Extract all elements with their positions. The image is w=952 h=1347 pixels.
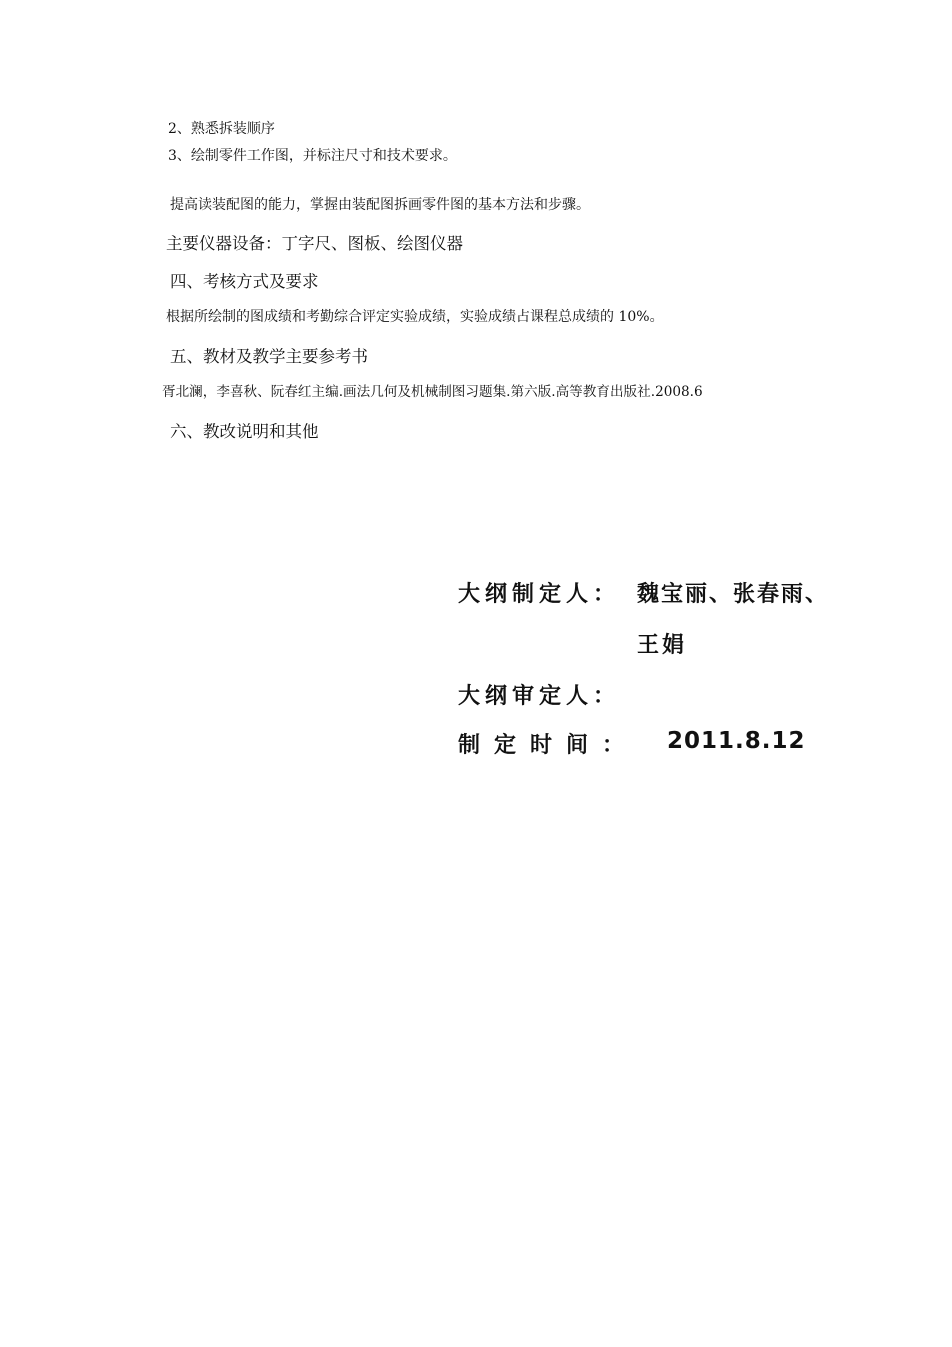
section5-reference: 胥北澜，李喜秋、阮春红主编.画法几何及机械制图习题集.第六版.高等教育出版社.2008.6 bbox=[162, 384, 703, 400]
section5-heading: 五、教材及教学主要参考书 bbox=[170, 347, 368, 366]
equipment-line: 主要仪器设备：丁字尺、图板、绘图仪器 bbox=[166, 234, 463, 253]
date-label: 制定时间： bbox=[458, 733, 639, 758]
step-item: 3、绘制零件工作图，并标注尺寸和技术要求。 bbox=[168, 148, 457, 164]
author-names: 魏宝丽、张春雨、 bbox=[637, 582, 830, 607]
date-value: 2011.8.12 bbox=[667, 728, 806, 754]
section4-heading: 四、考核方式及要求 bbox=[170, 272, 319, 291]
author-names-continued: 王娟 bbox=[637, 633, 688, 658]
step-item: 2、熟悉拆装顺序 bbox=[168, 121, 275, 137]
reviewer-label: 大纲审定人： bbox=[458, 684, 621, 709]
author-label: 大纲制定人： bbox=[458, 582, 621, 607]
section6-heading: 六、教改说明和其他 bbox=[170, 422, 319, 441]
section4-text: 根据所绘制的图成绩和考勤综合评定实验成绩，实验成绩占课程总成绩的 10%。 bbox=[166, 309, 664, 325]
objective-text: 提高读装配图的能力，掌握由装配图拆画零件图的基本方法和步骤。 bbox=[170, 197, 590, 213]
